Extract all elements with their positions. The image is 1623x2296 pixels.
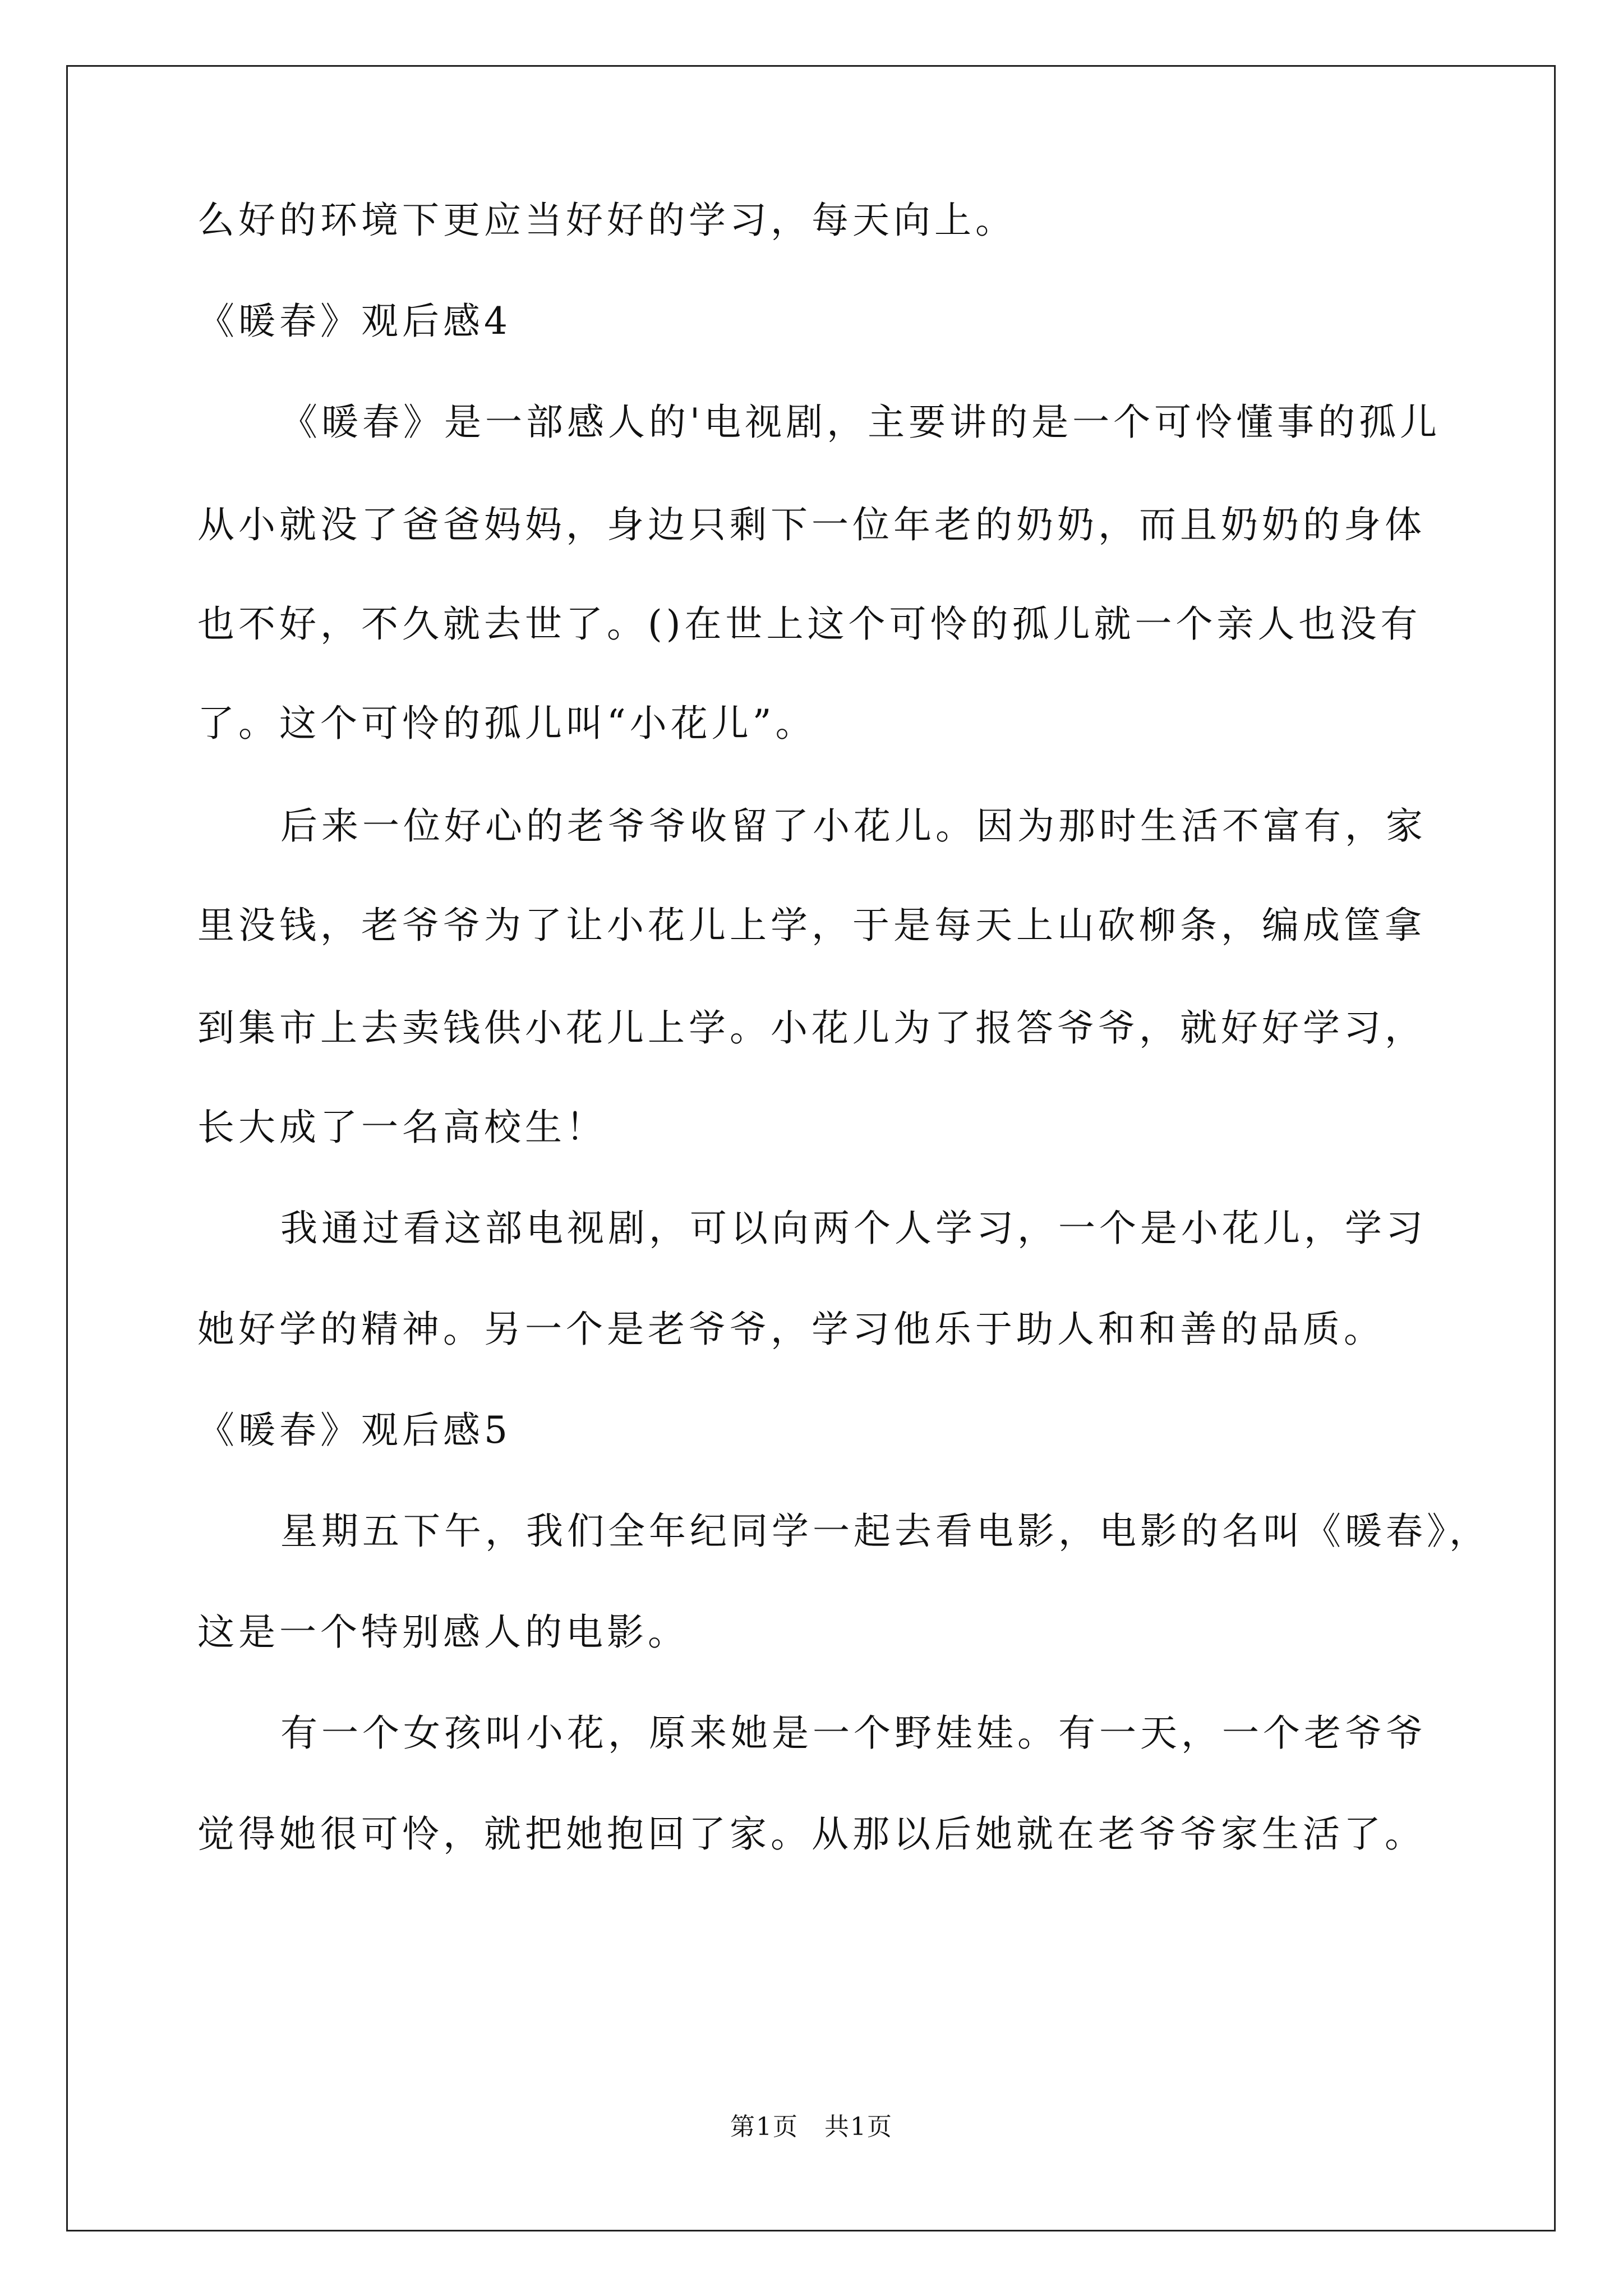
- paragraph-line: 星期五下午，我们全年纪同学一起去看电影，电影的名叫《暖春》，: [280, 1510, 1490, 1553]
- paragraph-line: 《暖春》是一部感人的'电视剧，主要讲的是一个可怜懂事的孤儿: [280, 401, 1441, 444]
- section-heading: 《暖春》观后感5: [197, 1409, 511, 1452]
- paragraph-line: 后来一位好心的老爷爷收留了小花儿。因为那时生活不富有，家: [280, 804, 1427, 848]
- paragraph-line: 有一个女孩叫小花，原来她是一个野娃娃。有一天，一个老爷爷: [280, 1711, 1427, 1755]
- paragraph-line: 从小就没了爸爸妈妈，身边只剩下一位年老的奶奶，而且奶奶的身体: [197, 503, 1426, 546]
- paragraph-line: 到集市上去卖钱供小花儿上学。小花儿为了报答爷爷，就好好学习，: [197, 1006, 1426, 1050]
- paragraph-line: 长大成了一名高校生！: [197, 1106, 607, 1149]
- page-footer: 第1页 共1页: [730, 2113, 893, 2141]
- paragraph-line: 她好学的精神。另一个是老爷爷，学习他乐于助人和和善的品质。: [197, 1308, 1385, 1351]
- paragraph-line: 也不好，不久就去世了。()在世上这个可怜的孤儿就一个亲人也没有: [197, 602, 1422, 646]
- paragraph-line: 里没钱，老爷爷为了让小花儿上学，于是每天上山砍柳条，编成筐拿: [197, 904, 1426, 947]
- paragraph-line: 我通过看这部电视剧，可以向两个人学习，一个是小花儿，学习: [280, 1207, 1427, 1250]
- section-heading: 《暖春》观后感4: [197, 300, 511, 343]
- paragraph-line: 么好的环境下更应当好好的学习，每天向上。: [197, 199, 1016, 242]
- paragraph-line: 觉得她很可怜，就把她抱回了家。从那以后她就在老爷爷家生活了。: [197, 1812, 1426, 1856]
- paragraph-line: 了。这个可怜的孤儿叫“小花儿”。: [197, 702, 817, 745]
- paragraph-line: 这是一个特别感人的电影。: [197, 1611, 689, 1654]
